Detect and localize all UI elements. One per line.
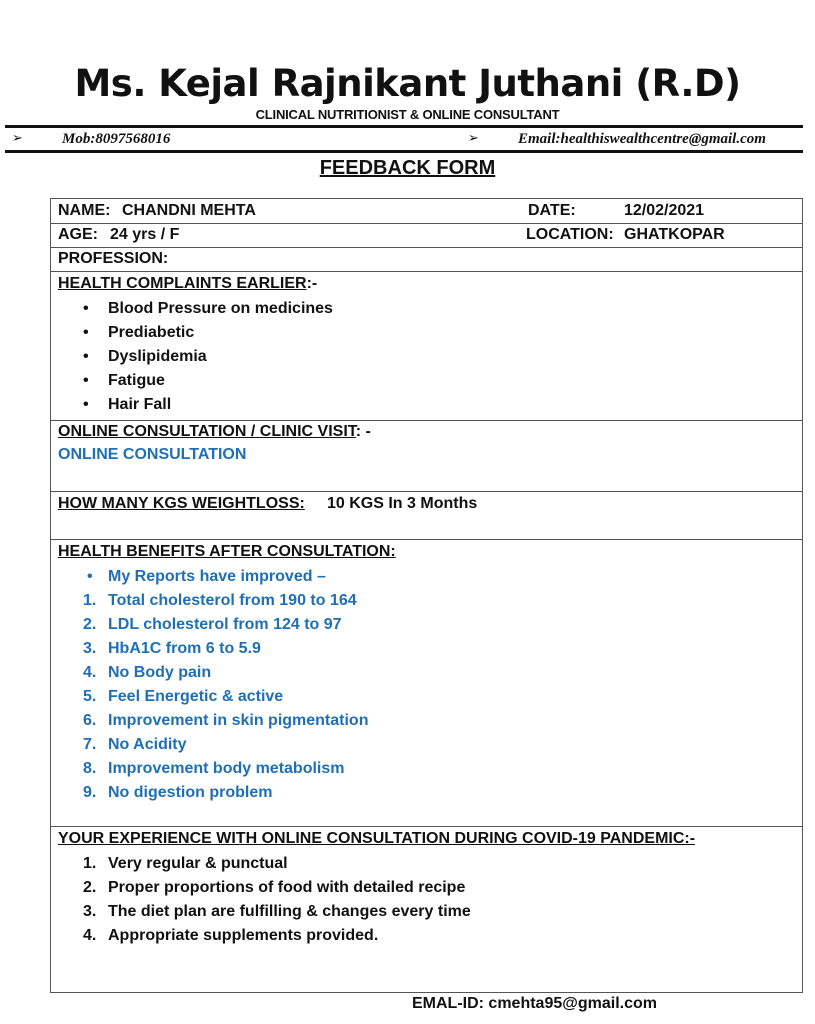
mobile-number: Mob:8097568016 — [62, 131, 171, 147]
header-rule-top — [5, 125, 803, 128]
list-item-text: Feel Energetic & active — [108, 688, 284, 705]
list-number: 7. — [83, 736, 97, 753]
list-item — [83, 589, 368, 613]
section-health-complaints — [51, 272, 802, 421]
bullet-icon: • — [83, 348, 89, 365]
list-item — [83, 709, 368, 733]
consultation-heading-suffix: : - — [355, 423, 371, 440]
experience-list — [83, 852, 471, 948]
list-number: 4. — [83, 664, 97, 681]
list-number: 8. — [83, 760, 97, 777]
list-item — [83, 369, 333, 393]
list-item-text: My Reports have improved – — [108, 568, 326, 585]
form-title — [0, 157, 815, 180]
list-item — [83, 321, 333, 345]
list-item — [83, 900, 471, 924]
arrow-bullet-icon: ➢ — [12, 130, 23, 145]
list-item-text: Fatigue — [108, 372, 165, 389]
consultation-heading — [58, 423, 371, 441]
list-item-text: Very regular & punctual — [108, 855, 288, 872]
location-value: GHATKOPAR — [624, 226, 725, 243]
list-number: 2. — [83, 616, 97, 633]
list-item — [83, 733, 368, 757]
form-title-text: FEEDBACK FORM — [319, 157, 496, 179]
list-number: 1. — [83, 855, 97, 872]
age-value: 24 yrs / F — [110, 226, 180, 243]
list-number: 3. — [83, 903, 97, 920]
list-item — [83, 345, 333, 369]
header-rule-bottom — [5, 150, 803, 153]
feedback-table — [50, 198, 803, 993]
list-item-text: No Body pain — [108, 664, 212, 681]
consultation-value: ONLINE CONSULTATION — [58, 446, 247, 463]
bullet-icon: • — [83, 372, 89, 389]
nutritionist-name: Ms. Kejal Rajnikant Juthani (R.D) — [74, 62, 741, 105]
name-label: NAME: — [58, 202, 111, 219]
bullet-icon: • — [83, 396, 89, 413]
list-number: 6. — [83, 712, 97, 729]
weightloss-value: 10 KGS In 3 Months — [327, 495, 478, 512]
list-item — [83, 393, 333, 417]
list-item-text: Improvement body metabolism — [108, 760, 345, 777]
bullet-icon: • — [87, 568, 93, 585]
list-item-text: Dyslipidemia — [108, 348, 207, 365]
list-item — [83, 685, 368, 709]
list-item — [83, 297, 333, 321]
section-experience — [51, 827, 802, 992]
benefits-list — [83, 565, 368, 805]
consultation-heading-text: ONLINE CONSULTATION / CLINIC VISIT — [58, 423, 356, 440]
experience-heading: YOUR EXPERIENCE WITH ONLINE CONSULTATION DURING COVID-19 PANDEMIC:- — [58, 830, 696, 847]
list-item-text: No Acidity — [108, 736, 187, 753]
name-value: CHANDNI MEHTA — [122, 202, 256, 219]
footer-email: EMAL-ID: cmehta95@gmail.com — [412, 995, 657, 1012]
list-number: 3. — [83, 640, 97, 657]
list-item-text: LDL cholesterol from 124 to 97 — [108, 616, 342, 633]
list-number: 4. — [83, 927, 97, 944]
list-item-text: Improvement in skin pigmentation — [108, 712, 369, 729]
row-name-date — [51, 199, 802, 224]
age-label: AGE: — [58, 226, 98, 243]
list-number: 9. — [83, 784, 97, 801]
list-item — [83, 924, 471, 948]
complaints-list — [83, 297, 333, 417]
list-item — [83, 876, 471, 900]
bullet-icon: • — [83, 300, 89, 317]
list-item-text: No digestion problem — [108, 784, 273, 801]
row-profession — [51, 248, 802, 272]
complaints-heading — [58, 275, 317, 293]
list-item — [83, 637, 368, 661]
date-label: DATE: — [528, 202, 576, 219]
list-item — [83, 565, 368, 589]
list-item-text: Proper proportions of food with detailed recipe — [108, 879, 466, 896]
location-label: LOCATION: — [526, 226, 614, 243]
list-item-text: Blood Pressure on medicines — [108, 300, 333, 317]
list-item-text: The diet plan are fulfilling & changes every time — [108, 903, 471, 920]
list-number: 2. — [83, 879, 97, 896]
list-item — [83, 613, 368, 637]
list-item-text: Total cholesterol from 190 to 164 — [108, 592, 357, 609]
complaints-heading-text: HEALTH COMPLAINTS EARLIER — [58, 275, 307, 292]
list-item — [83, 852, 471, 876]
section-health-benefits — [51, 540, 802, 827]
list-item-text: Appropriate supplements provided. — [108, 927, 379, 944]
header-email: Email:healthiswealthcentre@gmail.com — [518, 131, 766, 147]
profession-label: PROFESSION: — [58, 250, 169, 267]
section-weightloss — [51, 492, 802, 540]
list-item-text: Prediabetic — [108, 324, 195, 341]
date-value: 12/02/2021 — [624, 202, 705, 219]
list-number: 5. — [83, 688, 97, 705]
list-item-text: Hair Fall — [108, 396, 172, 413]
bullet-icon: • — [83, 324, 89, 341]
list-number: 1. — [83, 592, 97, 609]
list-item — [83, 661, 368, 685]
section-consultation-type — [51, 421, 802, 492]
row-age-location — [51, 224, 802, 248]
nutritionist-subtitle: CLINICAL NUTRITIONIST & ONLINE CONSULTANT — [255, 107, 560, 122]
arrow-bullet-icon: ➢ — [468, 130, 479, 145]
list-item — [83, 781, 368, 805]
list-item — [83, 757, 368, 781]
benefits-heading: HEALTH BENEFITS AFTER CONSULTATION: — [58, 543, 396, 560]
complaints-heading-suffix: :- — [306, 275, 318, 292]
list-item-text: HbA1C from 6 to 5.9 — [108, 640, 261, 657]
weightloss-heading: HOW MANY KGS WEIGHTLOSS: — [58, 495, 305, 512]
